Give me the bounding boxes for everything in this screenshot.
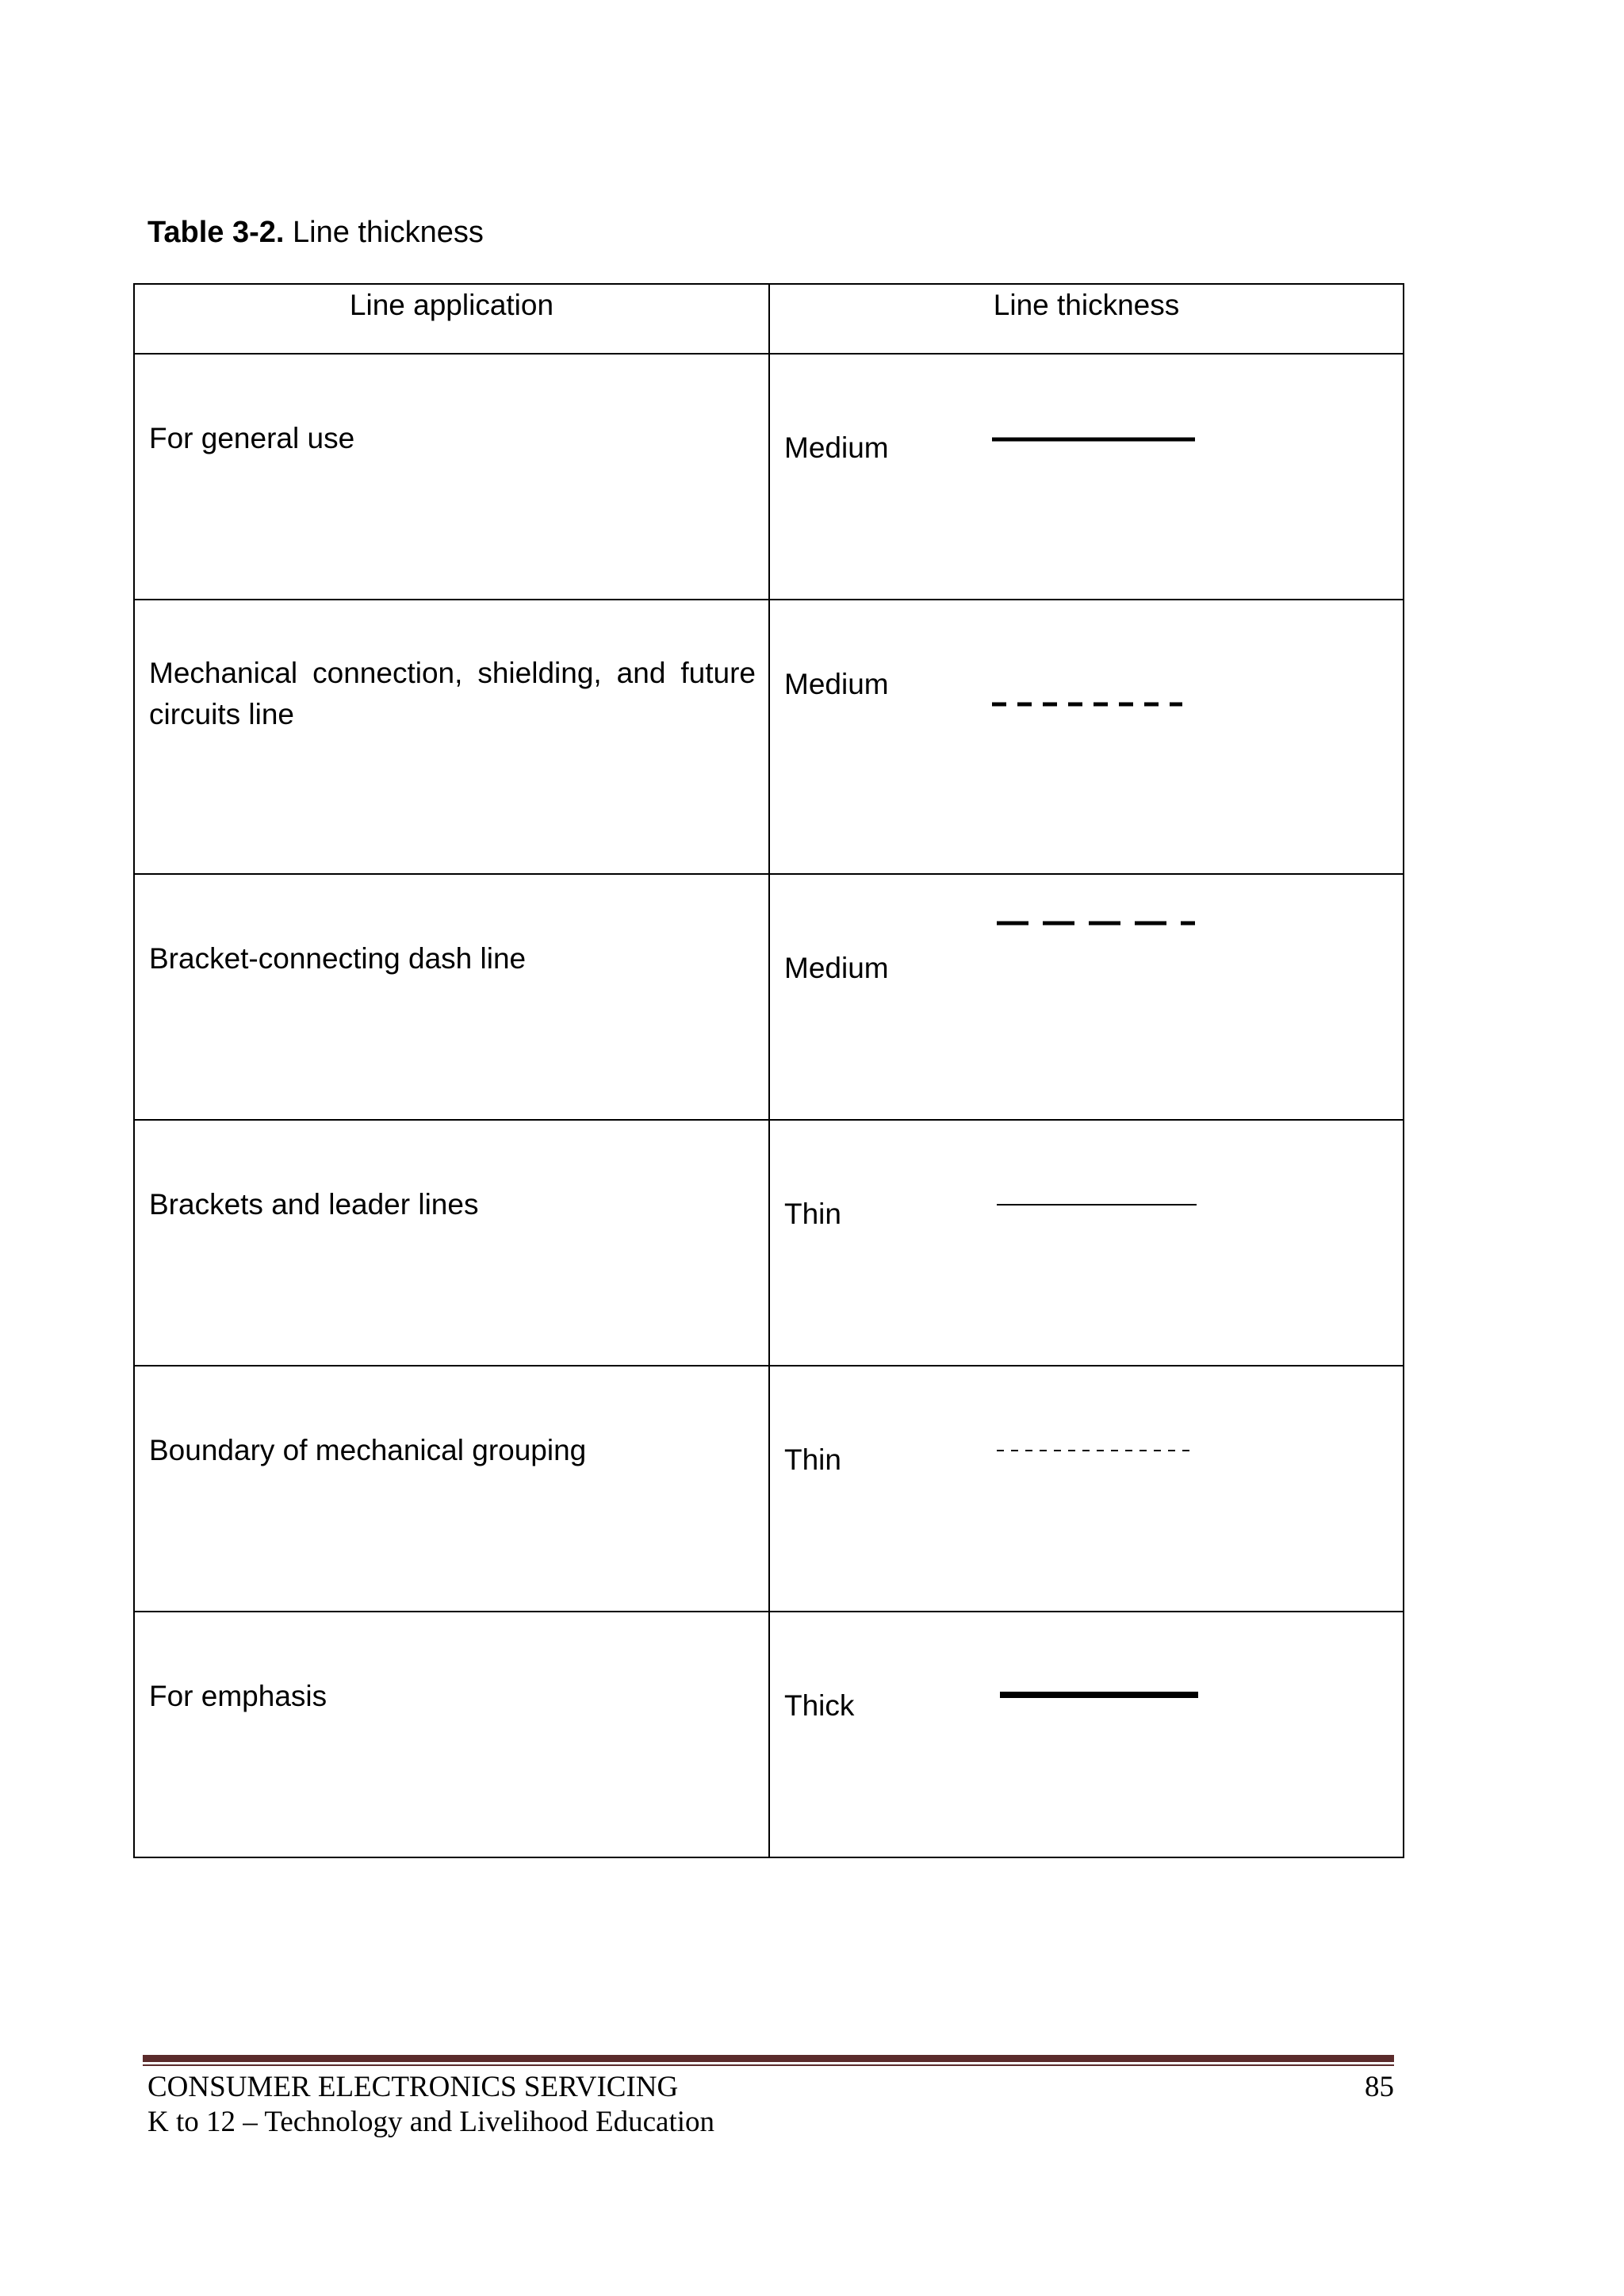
caption-label: Table 3-2. <box>147 216 285 249</box>
footer-rule-thick <box>143 2055 1394 2062</box>
thickness-label: Thin <box>784 1198 841 1230</box>
thickness-label: Medium <box>784 952 889 984</box>
table-header-row <box>134 284 1404 354</box>
page-number: 85 <box>1365 2071 1394 2103</box>
thickness-cell <box>769 1366 1404 1612</box>
application-text: Mechanical connection, shielding, and future circuits line <box>149 657 756 730</box>
application-text: Boundary of mechanical grouping <box>149 1434 587 1466</box>
application-cell <box>134 874 769 1120</box>
line-sample-medium-solid <box>992 435 1195 443</box>
header-line-thickness: Line thickness <box>769 284 1404 354</box>
table-row <box>134 1120 1404 1366</box>
thickness-label: Medium <box>784 431 889 464</box>
thickness-cell <box>769 354 1404 600</box>
line-sample-medium-long-dash <box>997 919 1195 927</box>
application-text: Brackets and leader lines <box>149 1188 479 1221</box>
line-thickness-table <box>133 283 1404 1858</box>
thickness-cell <box>769 874 1404 1120</box>
caption-text: Line thickness <box>293 216 484 249</box>
application-cell <box>134 354 769 600</box>
thickness-cell <box>769 1120 1404 1366</box>
footer-title: CONSUMER ELECTRONICS SERVICING <box>147 2071 679 2103</box>
thickness-cell <box>769 600 1404 874</box>
header-line-application: Line application <box>134 284 769 354</box>
table-caption <box>147 213 484 252</box>
application-cell <box>134 1366 769 1612</box>
line-sample-thin-dash <box>997 1447 1197 1455</box>
footer-subtitle: K to 12 – Technology and Livelihood Education <box>147 2106 715 2138</box>
thickness-cell <box>769 1612 1404 1857</box>
thickness-label: Medium <box>784 668 889 700</box>
table-row <box>134 1366 1404 1612</box>
application-text: For general use <box>149 422 355 454</box>
thickness-label: Thick <box>784 1689 855 1722</box>
table-row <box>134 1612 1404 1857</box>
line-sample-medium-short-dash <box>992 700 1182 708</box>
footer-rule-thin <box>143 2064 1394 2066</box>
application-cell <box>134 600 769 874</box>
application-text: For emphasis <box>149 1680 327 1712</box>
application-cell <box>134 1612 769 1857</box>
table-row <box>134 600 1404 874</box>
line-sample-thin-solid <box>997 1201 1197 1209</box>
line-sample-thick-solid <box>1000 1690 1198 1700</box>
table-row <box>134 354 1404 600</box>
table-row <box>134 874 1404 1120</box>
thickness-label: Thin <box>784 1443 841 1476</box>
application-cell <box>134 1120 769 1366</box>
application-text: Bracket-connecting dash line <box>149 942 527 975</box>
